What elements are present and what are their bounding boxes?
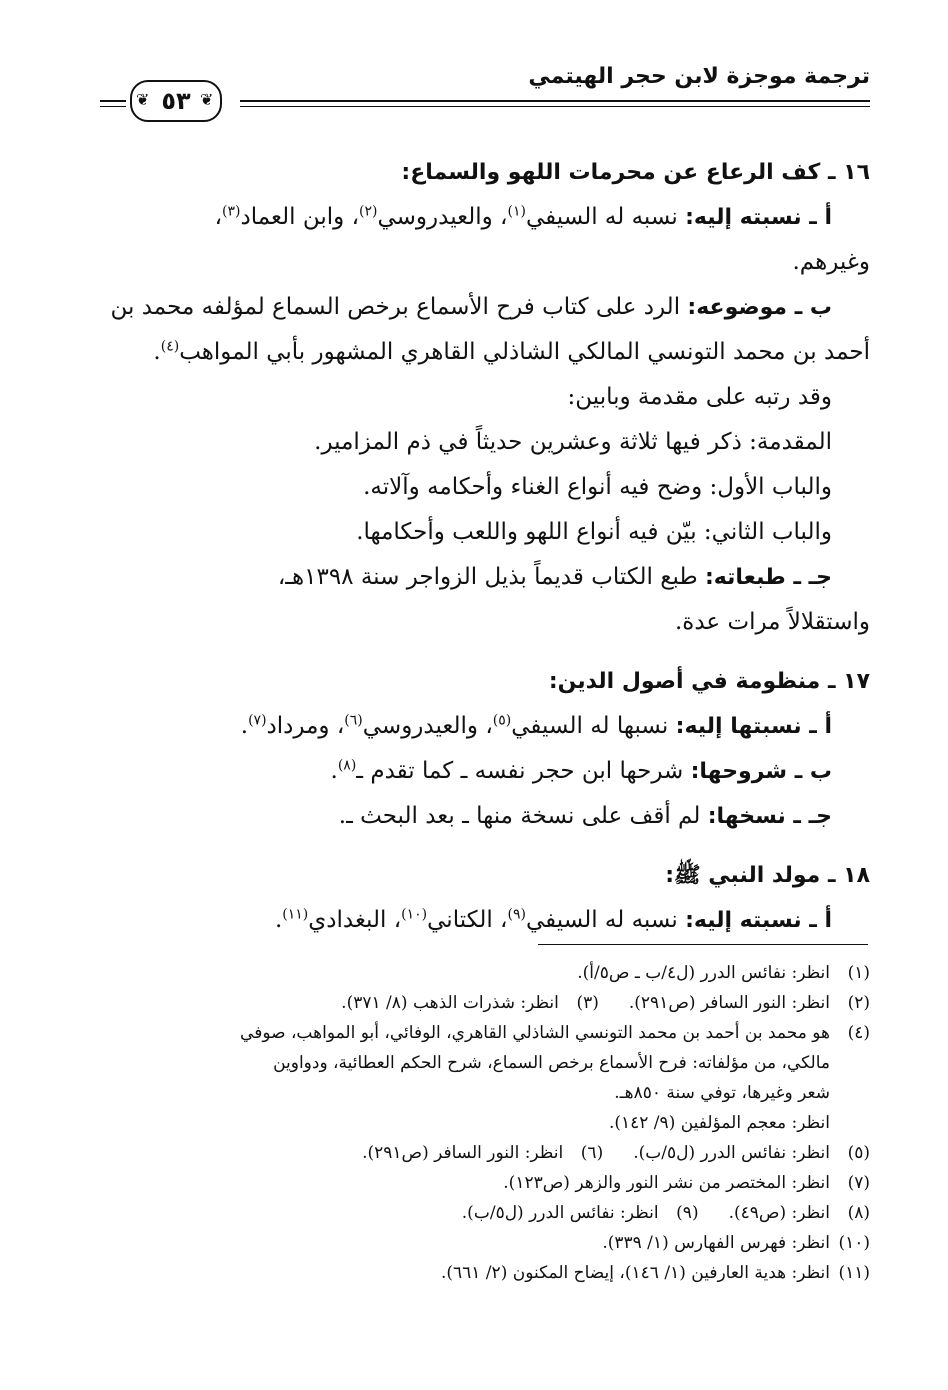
s17-commentaries-label: ب ـ شروحها: (690, 759, 832, 784)
footnote-text: شعر وغيرها، توفي سنة ٨٥٠هـ. (614, 1083, 830, 1103)
footnote-text: انظر: المختصر من نشر النور والزهر (ص١٢٣). (503, 1173, 830, 1193)
s16-attribution (100, 195, 870, 240)
footnote-text: مالكي، من مؤلفاته: فرح الأسماع برخص السماع، شرح الحكم العطائية، ودواوين (273, 1053, 830, 1073)
s16-structure: وقد رتبه على مقدمة وبابين: (567, 384, 832, 410)
ornament-left-icon: ❦ (136, 90, 150, 109)
s17-copies-label: جـ ـ نسخها: (707, 804, 832, 829)
s18-attribution-text1: نسبه له السيفي (525, 907, 686, 933)
footnote-number: (٨) (847, 1203, 870, 1223)
footnote-number: (٧) (847, 1173, 870, 1193)
footnote-number: (٣) (576, 993, 599, 1013)
s16-attribution-cont: وغيرهم. (792, 249, 870, 275)
footnote-text: انظر: (ص٤٩). (728, 1203, 830, 1223)
footnote-11 (100, 1258, 870, 1288)
page-number: ٥٣ (130, 80, 222, 122)
s18-attribution-text2: ، الكتاني (427, 907, 508, 933)
footnote-text: انظر: معجم المؤلفين (٩/ ١٤٢). (608, 1113, 830, 1133)
s18-attribution-text3: ، البغدادي (308, 907, 402, 933)
ornament-right-icon: ❦ (200, 90, 214, 109)
footnote-number: (٦) (580, 1143, 604, 1163)
footnote-ref-5: (٥) (492, 712, 512, 729)
footnote-4-line-2 (100, 1048, 870, 1078)
footnote-text: انظر: شذرات الذهب (٨/ ٣٧١). (341, 993, 559, 1013)
footnote-text: انظر: النور السافر (ص٢٩١). (628, 993, 830, 1013)
s16-subject-cont (100, 330, 870, 375)
footnote-number: (١١) (838, 1263, 870, 1283)
s16-chapter-two: والباب الثاني: بيّن فيه أنواع اللهو واللعب وأحكامها. (356, 519, 832, 545)
footnote-text: انظر: هدية العارفين (١/ ١٤٦)، إيضاح المكنون (٢/ ٦٦١). (440, 1263, 830, 1283)
header-rule-right (240, 100, 870, 102)
footnote-divider (538, 944, 868, 945)
s16-editions-cont: واستقلالاً مرات عدة. (674, 609, 870, 635)
s17-attribution-text2: ، والعيدروسي (362, 713, 493, 739)
footnote-4-line-4 (100, 1108, 870, 1138)
footnote-ref-4: (٤) (160, 338, 180, 355)
footnote-text: انظر: النور السافر (ص٢٩١). (362, 1143, 564, 1163)
footnote-ref-3: (٣) (222, 203, 241, 220)
footnote-text: انظر: نفائس الدرر (ل٥/ب). (633, 1143, 830, 1163)
s17-copies (100, 794, 870, 839)
s18-attribution (100, 898, 870, 943)
header-rule-right-thin (240, 106, 870, 107)
s16-subject-text2-end: . (153, 339, 161, 365)
footnote-number: (١) (847, 963, 870, 983)
s16-introduction: المقدمة: ذكر فيها ثلاثة وعشرين حديثاً في ذم المزامير. (314, 429, 832, 455)
footnote-number: (٤) (847, 1023, 870, 1043)
header-rule-left (100, 100, 126, 102)
footnote-7 (100, 1168, 870, 1198)
s16-attribution-text2: ، والعيدروسي (377, 204, 508, 230)
footnote-number: (٩) (676, 1203, 699, 1223)
s17-attribution (100, 704, 870, 749)
s17-attribution-text4: . (240, 713, 249, 739)
footnote-number: (١٠) (838, 1233, 870, 1253)
footnote-8-9 (100, 1198, 870, 1228)
s16-editions (100, 555, 870, 600)
s16-attribution-text1: نسبه له السيفي (525, 204, 686, 230)
s16-attribution-text4: ، (214, 204, 223, 230)
footnotes (100, 958, 870, 1288)
footnote-ref-10: (١٠) (401, 906, 428, 923)
footnote-ref-9: (٩) (507, 906, 526, 923)
footnote-number: (٢) (847, 993, 870, 1013)
s17-commentaries-text2: . (330, 758, 338, 784)
footnote-text: انظر: نفائس الدرر (ل٤/ب ـ ص٥/أ). (577, 963, 830, 983)
s18-attribution-label: أ ـ نسبته إليه: (685, 908, 832, 933)
s16-editions-label: جـ ـ طبعاته: (705, 565, 832, 590)
section-16-title: ١٦ ـ كف الرعاع عن محرمات اللهو والسماع: (401, 160, 870, 185)
s16-subject-text2: أحمد بن محمد التونسي المالكي الشاذلي القاهري المشهور بأبي المواهب (179, 339, 870, 365)
s17-copies-text: لم أقف على نسخة منها ـ بعد البحث ـ. (338, 803, 708, 829)
s18-attribution-text4: . (274, 907, 283, 933)
section-17-title: ١٧ ـ منظومة في أصول الدين: (548, 669, 870, 694)
s16-subject (100, 285, 870, 330)
header-rule-left-thin (100, 106, 126, 107)
footnote-ref-6: (٦) (344, 712, 363, 729)
footnote-text: انظر: فهرس الفهارس (١/ ٣٣٩). (602, 1233, 830, 1253)
footnote-10 (100, 1228, 870, 1258)
footnote-text: هو محمد بن أحمد بن محمد التونسي الشاذلي القاهري، الوفائي، أبو المواهب، صوفي (240, 1023, 830, 1043)
footnote-4-line-3 (100, 1078, 870, 1108)
s16-subject-text1: الرد على كتاب فرح الأسماع برخص السماع لمؤلفه محمد بن (110, 294, 688, 320)
footnote-4 (100, 1018, 870, 1048)
running-title: ترجمة موجزة لابن حجر الهيتمي (528, 64, 870, 89)
s17-attribution-text1: نسبها له السيفي (511, 713, 676, 739)
footnote-ref-2: (٢) (359, 203, 378, 220)
footnote-ref-11: (١١) (282, 906, 309, 923)
footnote-2-3 (100, 988, 870, 1018)
s16-subject-label: ب ـ موضوعه: (687, 295, 832, 320)
footnote-5-6 (100, 1138, 870, 1168)
s16-editions-text1: طبع الكتاب قديماً بذيل الزواجر سنة ١٣٩٨هـ، (277, 564, 705, 590)
section-18-title: ١٨ ـ مولد النبي ﷺ: (665, 863, 870, 888)
main-text (100, 150, 870, 943)
footnote-ref-1: (١) (507, 203, 526, 220)
s16-attribution-label: أ ـ نسبته إليه: (685, 205, 832, 230)
s16-chapter-one: والباب الأول: وضح فيه أنواع الغناء وأحكامه وآلاته. (363, 474, 832, 500)
s17-commentaries (100, 749, 870, 794)
footnote-1 (100, 958, 870, 988)
footnote-ref-7: (٧) (248, 712, 267, 729)
footnote-ref-8: (٨) (337, 757, 357, 774)
s17-attribution-text3: ، ومرداد (266, 713, 345, 739)
s17-commentaries-text1: شرحها ابن حجر نفسه ـ كما تقدم ـ (356, 758, 691, 784)
s17-attribution-label: أ ـ نسبتها إليه: (675, 714, 832, 739)
footnote-number: (٥) (847, 1143, 870, 1163)
s16-attribution-text3: ، وابن العماد (240, 204, 359, 230)
footnote-text: انظر: نفائس الدرر (ل٥/ب). (461, 1203, 659, 1223)
